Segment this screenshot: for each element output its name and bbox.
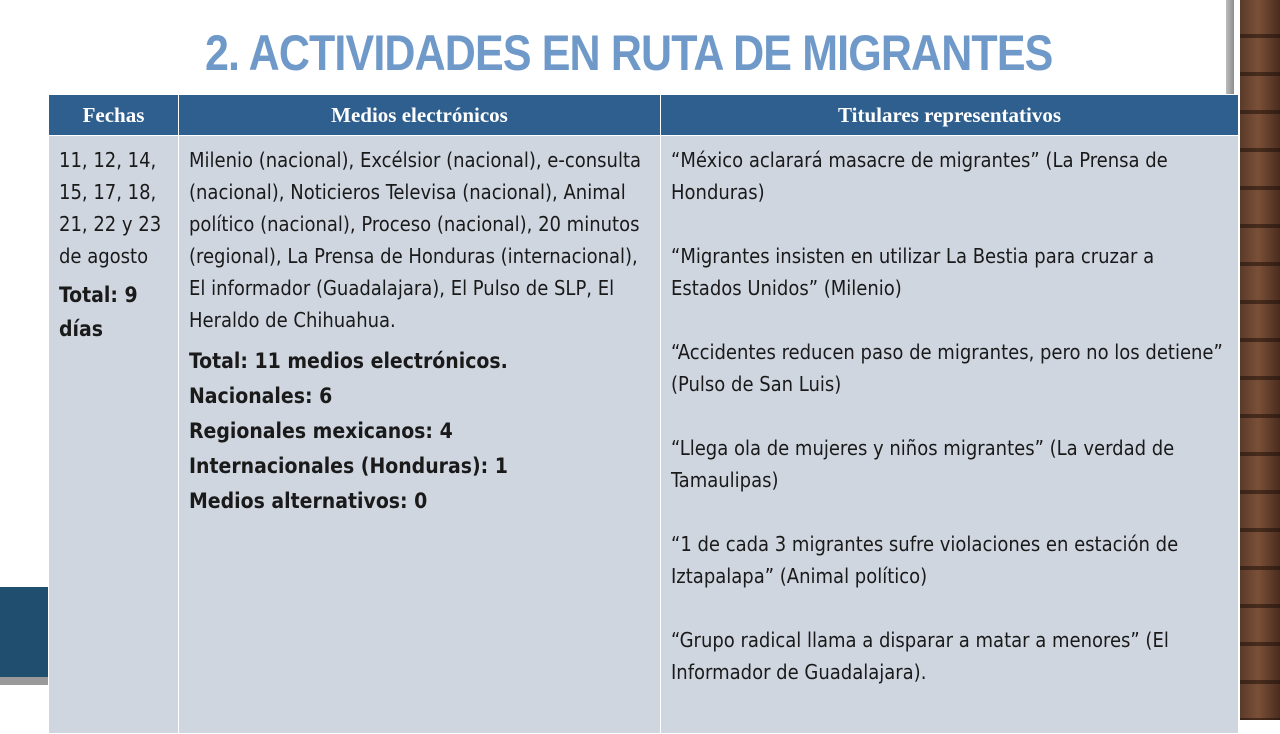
header-titulares: Titulares representativos <box>661 95 1239 136</box>
decorative-left-shadow <box>0 677 52 685</box>
headline-item: “Llega ola de mujeres y niños migrantes” (La verdad de Tamaulipas) <box>671 436 1175 492</box>
decorative-left-block <box>0 587 52 681</box>
table-row <box>49 136 1239 734</box>
headline-item: “Grupo radical llama a disparar a matar a menores” (El Informador de Guadalajara). <box>671 628 1169 684</box>
total-medios: Total: 11 medios electrónicos. <box>189 349 508 373</box>
medios-totals <box>189 344 650 519</box>
cell-titulares <box>661 136 1239 734</box>
background-texture <box>1240 0 1280 720</box>
header-fechas: Fechas <box>49 95 179 136</box>
fechas-total: Total: 9 días <box>59 283 138 341</box>
total-alternativos: Medios alternativos: 0 <box>189 489 428 513</box>
fechas-text: 11, 12, 14, 15, 17, 18, 21, 22 y 23 de agosto <box>59 148 162 268</box>
table-header-row <box>49 95 1239 136</box>
total-internacionales: Internacionales (Honduras): 1 <box>189 454 508 478</box>
slide-edge-shadow <box>1226 0 1234 95</box>
slide-title: 2. ACTIVIDADES EN RUTA DE MIGRANTES <box>205 25 1053 81</box>
headline-item: “1 de cada 3 migrantes sufre violaciones en estación de Iztapalapa” (Animal político) <box>671 532 1179 588</box>
total-nacionales: Nacionales: 6 <box>189 384 333 408</box>
headline-item: “México aclarará masacre de migrantes” (La Prensa de Honduras) <box>671 148 1168 204</box>
medios-text: Milenio (nacional), Excélsior (nacional), e-consulta (nacional), Noticieros Televisa (nacional), Animal político (nacional), Proceso (nacional), 20 minutos (regional), La Prensa de Honduras (internacional), El informador (Guadalajara), El Pulso de SLP, El Heraldo de Chihuahua. <box>189 148 642 332</box>
cell-medios <box>179 136 661 734</box>
headline-item: “Accidentes reducen paso de migrantes, pero no los detiene” (Pulso de San Luis) <box>671 340 1223 396</box>
activities-table <box>48 94 1239 734</box>
total-regionales: Regionales mexicanos: 4 <box>189 419 453 443</box>
headline-item: “Migrantes insisten en utilizar La Bestia para cruzar a Estados Unidos” (Milenio) <box>671 244 1155 300</box>
cell-fechas <box>49 136 179 734</box>
header-medios: Medios electrónicos <box>179 95 661 136</box>
